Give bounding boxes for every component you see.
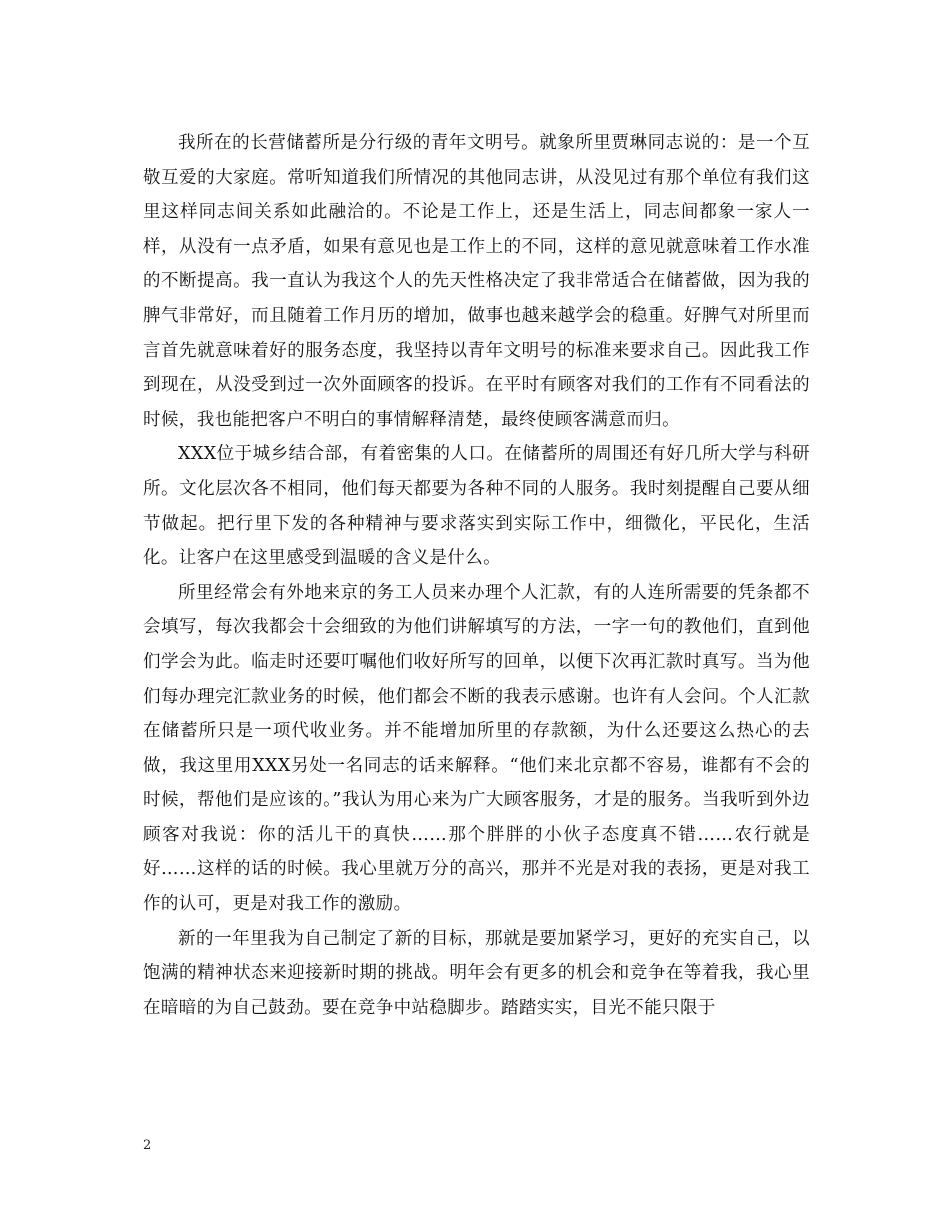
paragraph-4: 新的一年里我为自己制定了新的目标，那就是要加紧学习，更好的充实自己，以饱满的精神状态来迎接新时期的挑战。明年会有更多的机会和竞争在等着我，我心里在暗暗的为自己鼓劲。要在竞争中站稳脚步。踏踏实实，目光不能只限于 <box>143 928 810 1018</box>
document-body <box>143 126 810 1025</box>
page-number: 2 <box>143 1138 152 1153</box>
paragraph-3: 所里经常会有外地来京的务工人员来办理个人汇款，有的人连所需要的凭条都不会填写，每次我都会十会细致的为他们讲解填写的方法，一字一句的教他们，直到他们学会为此。临走时还要叮嘱他们收好所写的回单，以便下次再汇款时真写。当为他们每办理完汇款业务的时候，他们都会不断的我表示感谢。也许有人会问。个人汇款在储蓄所只是一项代收业务。并不能增加所里的存款额，为什么还要这么热心的去做，我这里用XXX另处一名同志的话来解释。“他们来北京都不容易，谁都有不会的时候，帮他们是应该的。”我认为用心来为广大顾客服务，才是的服务。当我听到外边顾客对我说：你的活儿干的真快……那个胖胖的小伙子态度真不错……农行就是好……这样的话的时候。我心里就万分的高兴，那并不光是对我的表扬，更是对我工作的认可，更是对我工作的激励。 <box>143 582 810 915</box>
paragraph-1: 我所在的长营储蓄所是分行级的青年文明号。就象所里贾琳同志说的：是一个互敬互爱的大家庭。常听知道我们所情况的其他同志讲，从没见过有那个单位有我们这里这样同志间关系如此融洽的。不论是工作上，还是生活上，同志间都象一家人一样，从没有一点矛盾，如果有意见也是工作上的不同，这样的意见就意味着工作水准的不断提高。我一直认为我这个人的先天性格决定了我非常适合在储蓄做，因为我的脾气非常好，而且随着工作月历的增加，做事也越来越学会的稳重。好脾气对所里而言首先就意味着好的服务态度，我坚持以青年文明号的标准来要求自己。因此我工作到现在，从没受到过一次外面顾客的投诉。在平时有顾客对我们的工作有不同看法的时候，我也能把客户不明白的事情解释清楚，最终使顾客满意而归。 <box>143 133 810 430</box>
paragraph-2: XXX位于城乡结合部，有着密集的人口。在储蓄所的周围还有好几所大学与科研所。文化层次各不相同，他们每天都要为各种不同的人服务。我时刻提醒自己要从细节做起。把行里下发的各种精神与要求落实到实际工作中，细微化，平民化，生活化。让客户在这里感受到温暖的含义是什么。 <box>143 444 810 569</box>
